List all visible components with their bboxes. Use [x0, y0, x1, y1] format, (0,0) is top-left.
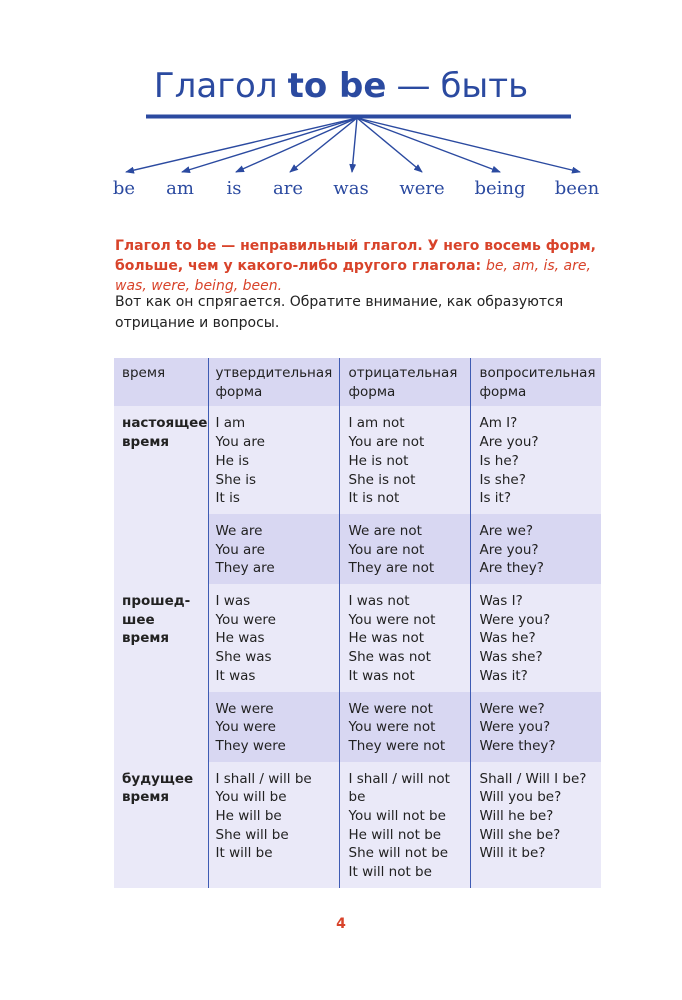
- title-translation: быть: [440, 66, 529, 106]
- conjugation-table: [114, 358, 601, 888]
- form-be: be: [112, 178, 136, 199]
- affirmative-cell: [208, 692, 339, 762]
- affirmative-line: It is: [215, 490, 240, 507]
- question-line: Were you?: [479, 611, 551, 628]
- affirmative-line: I was: [215, 593, 251, 610]
- question-line: Was he?: [479, 630, 536, 647]
- negative-line: You are not: [348, 541, 425, 558]
- affirmative-line: I am: [215, 415, 246, 432]
- question-cell: [470, 406, 601, 514]
- negative-cell: [339, 762, 470, 888]
- negative-line: It is not: [348, 490, 400, 507]
- affirmative-line: You were: [215, 719, 276, 736]
- affirmative-cell: [208, 406, 339, 514]
- arrow-be: [126, 118, 357, 172]
- affirmative-cell: [208, 584, 339, 692]
- affirmative-line: He will be: [215, 808, 282, 825]
- question-line: Is he?: [479, 452, 519, 469]
- affirmative-line: They are: [215, 560, 275, 577]
- question-cell: [470, 514, 601, 584]
- header-negative: отрицательная форма: [339, 358, 470, 406]
- question-line: Am I?: [479, 415, 518, 432]
- negative-cell: [339, 584, 470, 692]
- intro-forms-list: be, am, is, are, was, were, being, been.: [115, 258, 591, 294]
- table-header-row: [114, 358, 601, 406]
- affirmative-line: He was: [215, 630, 265, 647]
- arrow-am: [182, 118, 357, 172]
- table-row: [114, 692, 601, 762]
- header-affirmative: утвердительная форма: [208, 358, 339, 406]
- table-row: [114, 584, 601, 692]
- arrow-was: [352, 118, 357, 172]
- question-line: Were we?: [479, 700, 545, 717]
- affirmative-line: I shall / will be: [215, 770, 312, 787]
- question-line: Are you?: [479, 541, 539, 558]
- question-line: Will he be?: [479, 808, 554, 825]
- negative-line: She is not: [348, 471, 416, 488]
- affirmative-line: They were: [215, 737, 286, 754]
- question-line: Is it?: [479, 490, 512, 507]
- negative-line: be: [348, 789, 366, 806]
- title-dash: —: [396, 66, 431, 106]
- question-cell: [470, 692, 601, 762]
- arrow-group: [126, 118, 580, 172]
- affirmative-line: She will be: [215, 826, 289, 843]
- table-row: [114, 762, 601, 888]
- title-prefix: Глагол: [153, 66, 278, 106]
- affirmative-line: It will be: [215, 845, 273, 862]
- arrow-being: [357, 118, 500, 172]
- negative-line: You will not be: [348, 808, 446, 825]
- forms-row: [0, 178, 682, 204]
- affirmative-line: She is: [215, 471, 257, 488]
- tense-cell: настоящее время: [114, 406, 208, 514]
- tense-cell: будущее время: [114, 762, 208, 888]
- tense-cell: прошед-шее время: [114, 584, 208, 692]
- negative-line: We are not: [348, 522, 422, 539]
- negative-line: It will not be: [348, 864, 432, 881]
- table-row: [114, 514, 601, 584]
- negative-line: They are not: [348, 560, 435, 577]
- intro-text: Глагол to be — неправильный глагол. У него восемь форм, больше, чем у какого-либо другого глагола:: [115, 238, 597, 274]
- negative-line: He is not: [348, 452, 409, 469]
- negative-line: I was not: [348, 593, 410, 610]
- negative-line: He will not be: [348, 826, 442, 843]
- forms-diagram: [0, 100, 682, 180]
- negative-line: They were not: [348, 737, 446, 754]
- intro-paragraph: [115, 236, 601, 296]
- affirmative-line: We were: [215, 700, 274, 717]
- question-line: Will you be?: [479, 789, 562, 806]
- question-line: Is she?: [479, 471, 526, 488]
- title-verb: to be: [287, 66, 387, 106]
- question-line: Are we?: [479, 522, 534, 539]
- affirmative-line: You will be: [215, 789, 287, 806]
- affirmative-line: She was: [215, 649, 272, 666]
- negative-line: I shall / will not: [348, 770, 450, 787]
- affirmative-line: You are: [215, 434, 265, 451]
- lead-paragraph: Вот как он спрягается. Обратите внимание, как образуются отрицание и вопросы.: [115, 294, 564, 331]
- form-being: being: [474, 178, 526, 199]
- form-was: was: [333, 178, 369, 199]
- form-are: are: [273, 178, 303, 199]
- page-number: 4: [336, 916, 346, 932]
- form-were: were: [399, 178, 445, 199]
- header-question: вопросительная форма: [470, 358, 601, 406]
- question-line: Was I?: [479, 593, 523, 610]
- question-line: Will she be?: [479, 826, 561, 843]
- question-line: Were you?: [479, 719, 551, 736]
- negative-line: You were not: [348, 719, 436, 736]
- tense-cell: [114, 692, 208, 762]
- affirmative-cell: [208, 762, 339, 888]
- affirmative-line: You are: [215, 541, 265, 558]
- negative-line: We were not: [348, 700, 433, 717]
- question-line: Was she?: [479, 649, 543, 666]
- form-been: been: [554, 178, 600, 199]
- affirmative-line: It was: [215, 667, 256, 684]
- negative-line: I am not: [348, 415, 405, 432]
- affirmative-line: He is: [215, 452, 250, 469]
- header-tense: время: [114, 358, 208, 406]
- tense-cell: [114, 514, 208, 584]
- affirmative-line: You were: [215, 611, 276, 628]
- question-line: Will it be?: [479, 845, 546, 862]
- question-line: Are you?: [479, 434, 539, 451]
- arrow-is: [236, 118, 357, 172]
- negative-line: You were not: [348, 611, 436, 628]
- question-line: Were they?: [479, 737, 556, 754]
- question-line: Was it?: [479, 667, 528, 684]
- affirmative-line: We are: [215, 522, 263, 539]
- question-cell: [470, 762, 601, 888]
- negative-line: It was not: [348, 667, 415, 684]
- negative-cell: [339, 406, 470, 514]
- form-am: am: [166, 178, 194, 199]
- question-line: Are they?: [479, 560, 544, 577]
- table-row: [114, 406, 601, 514]
- negative-cell: [339, 514, 470, 584]
- question-cell: [470, 584, 601, 692]
- negative-line: She will not be: [348, 845, 449, 862]
- form-is: is: [226, 178, 242, 199]
- negative-line: He was not: [348, 630, 424, 647]
- affirmative-cell: [208, 514, 339, 584]
- negative-cell: [339, 692, 470, 762]
- question-line: Shall / Will I be?: [479, 770, 587, 787]
- negative-line: You are not: [348, 434, 425, 451]
- negative-line: She was not: [348, 649, 431, 666]
